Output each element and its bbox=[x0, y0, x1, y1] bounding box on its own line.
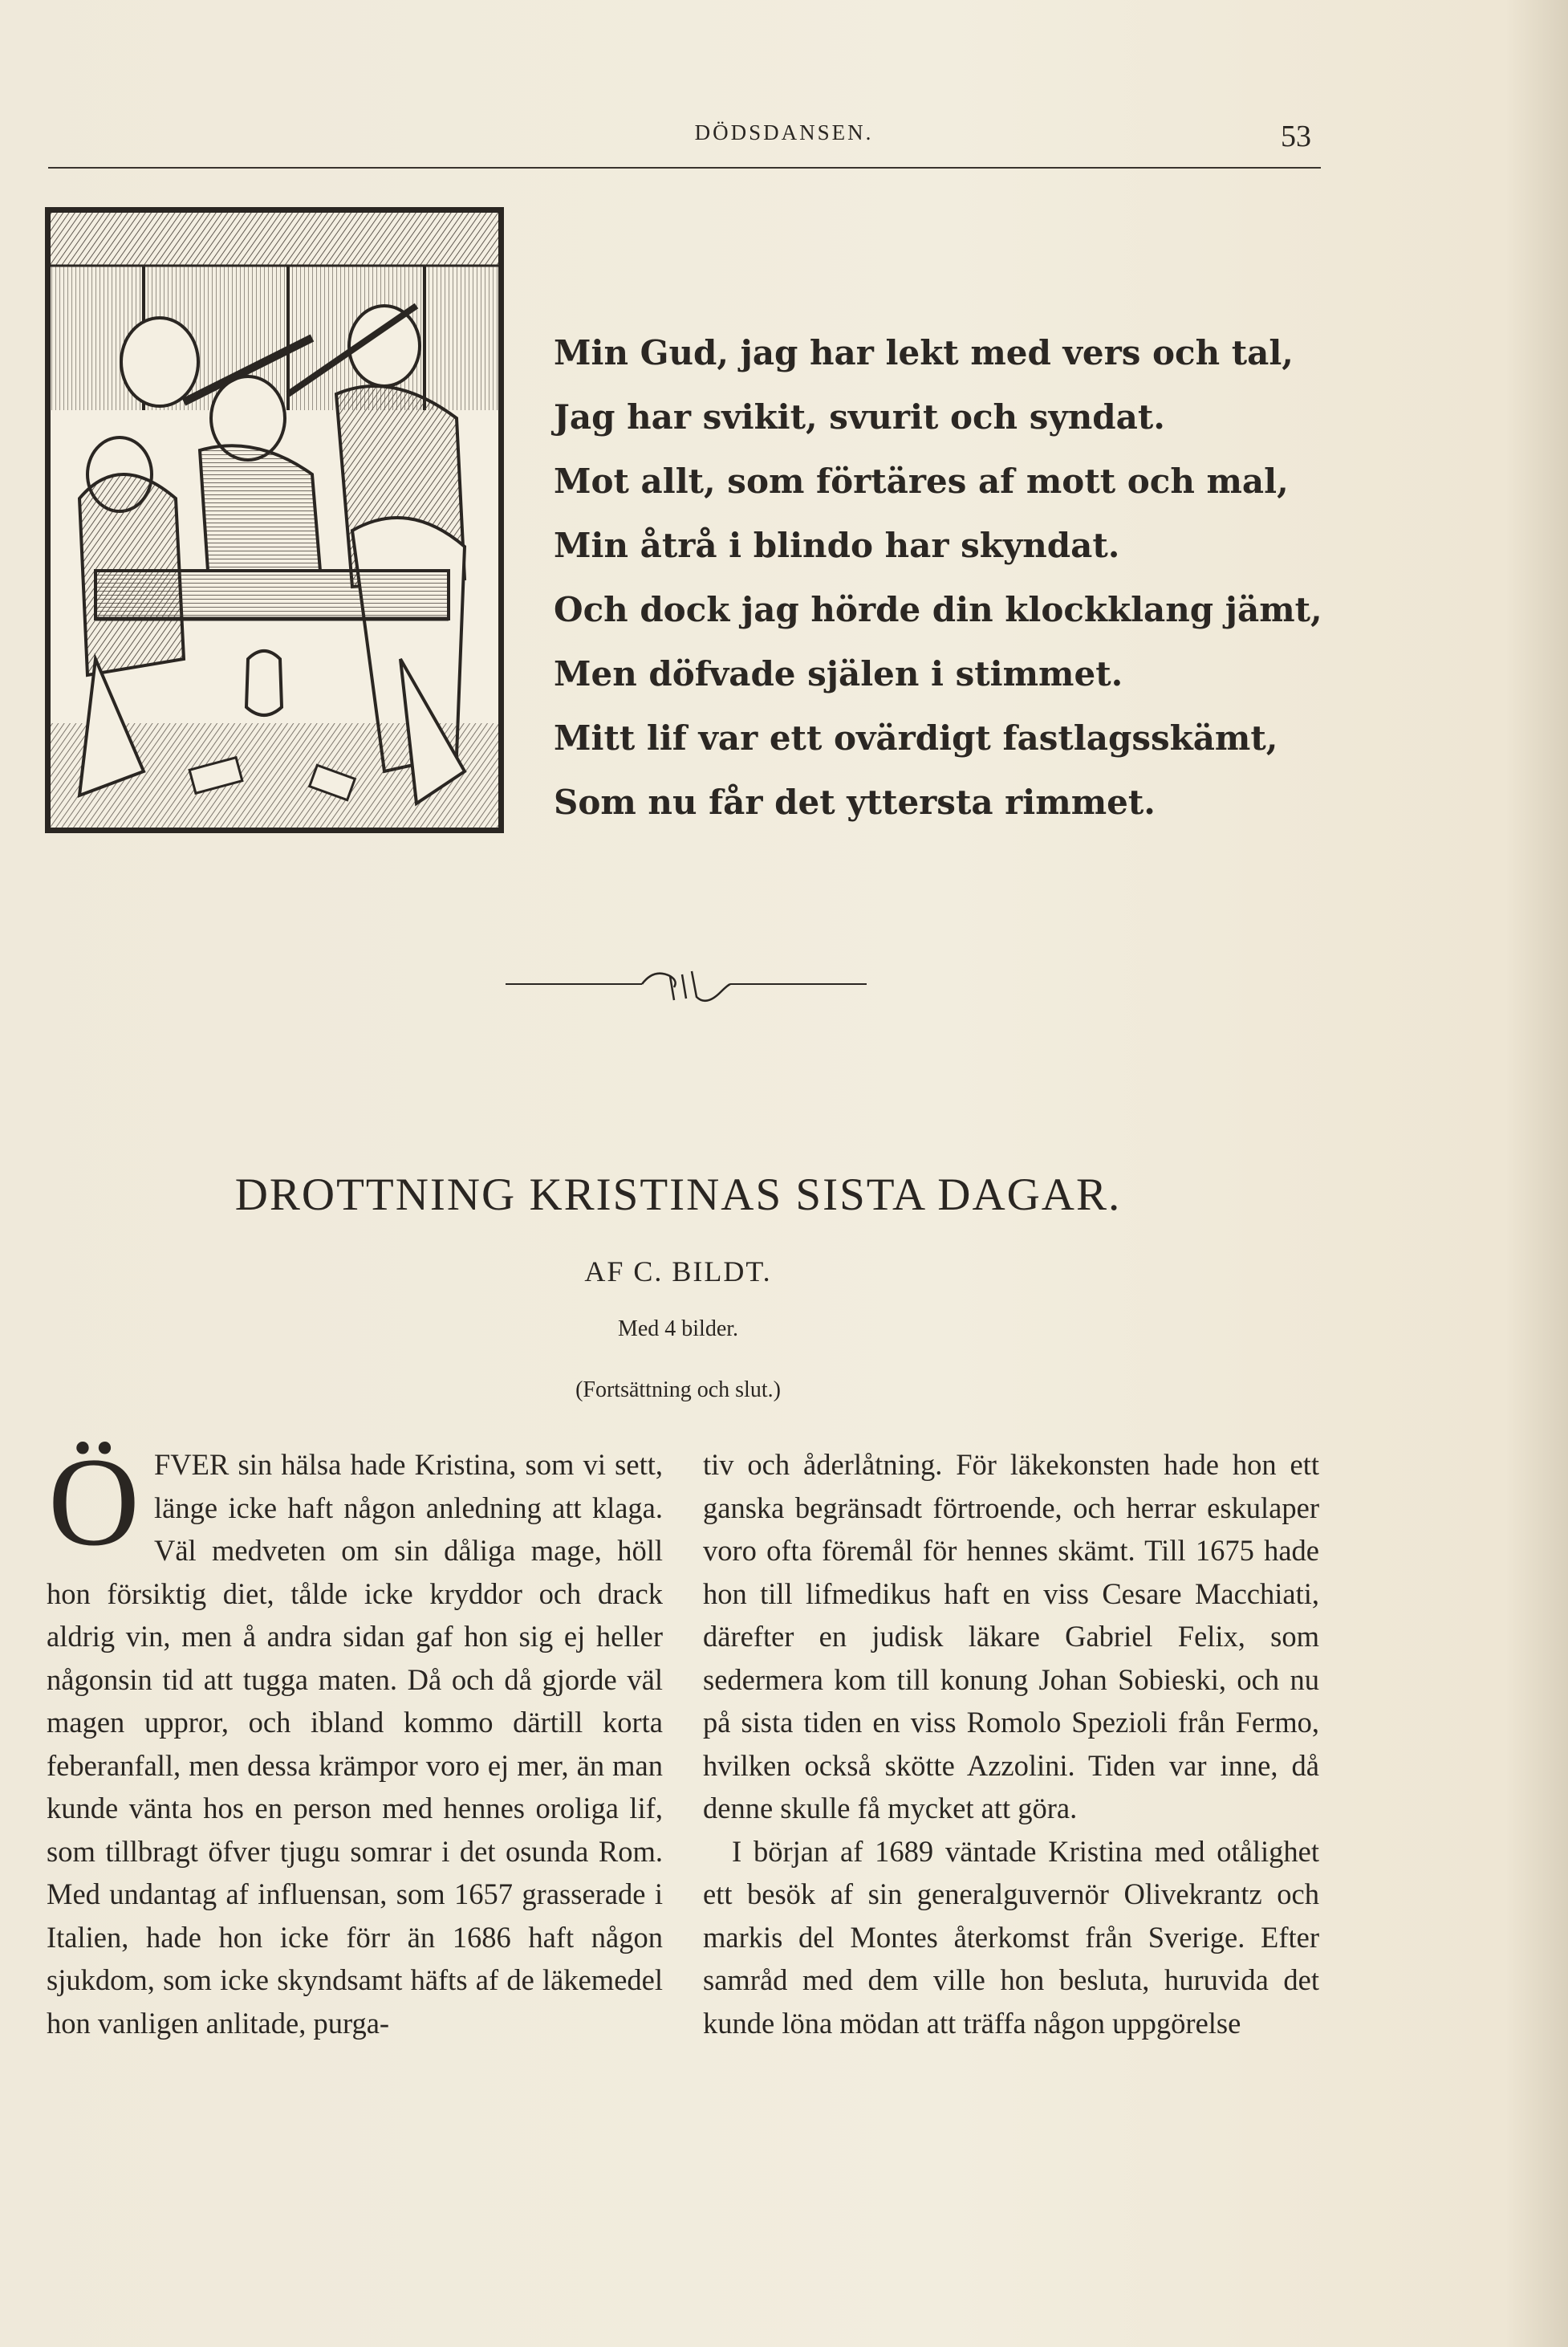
illustrations-note: Med 4 bilder. bbox=[617, 1316, 739, 1341]
poem-line: Min Gud, jag har lekt med vers och tal, bbox=[554, 333, 1294, 372]
running-title: DÖDSDANSEN. bbox=[694, 120, 874, 144]
left-column-text: FVER sin hälsa hade Kristina, som vi sett, länge icke haft någon anledning att klaga. Väl medveten om sin dåliga mage, höll hon försiktig diet, tålde icke kryddor och drack aldrig vin, men å andra sidan gaf hon sig ej heller någonsin tid att tugga maten. Då och då gjorde väl magen uppror, och ibland kommo därtill korta feberanfall, men dessa krämpor voro ej mer, än man kunde vänta hos en person med hennes oroliga lif, som tillbragt öfver tjugu somrar i det osunda Rom. Med undantag af influensan, som 1657 grasserade i Italien, hade hon icke förr än 1686 haft någon sjukdom, som icke skyndsamt häfts af de läkemedel hon vanligen anlitade, purga- bbox=[47, 1448, 663, 2040]
right-column bbox=[703, 1443, 1319, 2044]
poem-line: Men döfvade själen i stimmet. bbox=[554, 654, 1123, 694]
left-column bbox=[47, 1432, 663, 2044]
woodcut-illustration bbox=[45, 207, 504, 833]
paragraph: I början af 1689 väntade Kristina med otålighet ett besök af sin generalguvernör Olivekrantz och markis del Montes återkomst från Sverige. Efter samråd med dem ville hon besluta, huruvida det kunde löna mödan att träffa någon uppgörelse bbox=[703, 1834, 1319, 2040]
poem-line: Mot allt, som förtäres af mott och mal, bbox=[554, 462, 1289, 501]
poem-line: Som nu får det yttersta rimmet. bbox=[554, 783, 1156, 822]
poem-line: Och dock jag hörde din klockklang jämt, bbox=[554, 590, 1322, 629]
byline: AF C. BILDT. bbox=[584, 1255, 772, 1287]
poem-line: Mitt lif var ett ovärdigt fastlagsskämt, bbox=[554, 718, 1278, 758]
continuation-note: (Fortsättning och slut.) bbox=[575, 1377, 781, 1402]
woodcut-gamblers-icon bbox=[47, 209, 502, 831]
poem-line: Min åtrå i blindo har skyndat. bbox=[554, 526, 1120, 565]
paragraph bbox=[47, 1432, 663, 2044]
paragraph: tiv och åderlåtning. För läkekonsten hade hon ett ganska begränsadt förtroende, och herrar eskulaper voro ofta föremål för hennes skämt. Till 1675 hade hon till lifmedikus haft en viss Cesare Macchiati, därefter en judisk läkare Gabriel Felix, som sedermera kom till konung Johan Sobieski, och nu på sista tiden en viss Romolo Spezioli från Fermo, hvilken också skötte Azzolini. Tiden var inne, då denne skulle få mycket att göra. bbox=[703, 1448, 1319, 1824]
flourish-divider-icon bbox=[506, 960, 867, 1008]
poem bbox=[554, 321, 1324, 835]
article-title: DROTTNING KRISTINAS SISTA DAGAR. bbox=[234, 1169, 1122, 1220]
page-number: 53 bbox=[1281, 120, 1311, 153]
header-rule bbox=[48, 167, 1321, 169]
drop-cap: Ö bbox=[47, 1432, 140, 1572]
poem-line: Jag har svikit, svurit och syndat. bbox=[554, 397, 1165, 437]
